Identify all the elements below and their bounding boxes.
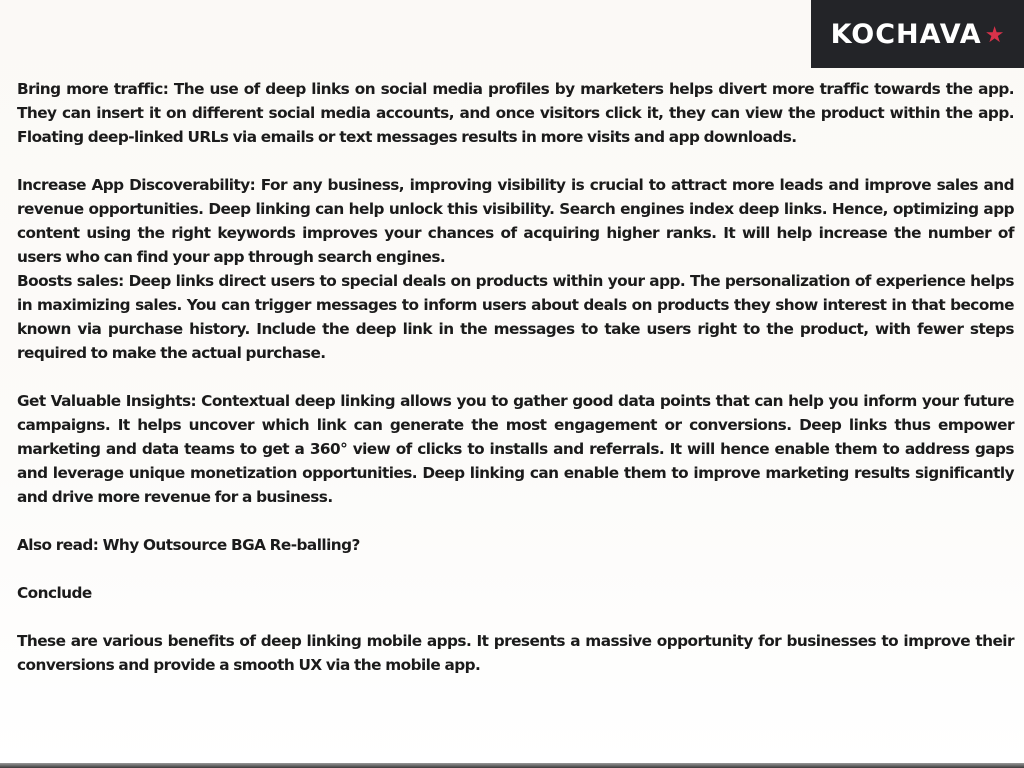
- logo-text: KOCHAVA: [830, 18, 982, 50]
- paragraph-increase-discoverability: Increase App Discoverability: For any business, improving visibility is crucial to attract more leads and improve sales and revenue opportunities. Deep linking can help unlock this visibility. Search engines index deep links. Hence, optimizing app content using the right keywords improves your chances of acquiring higher ranks. It will help increase the number of users who can find your app through search engines.: [17, 176, 1014, 266]
- paragraph-conclusion: These are various benefits of deep linking mobile apps. It presents a massive opportunity for businesses to improve their conversions and provide a smooth UX via the mobile app.: [17, 632, 1014, 674]
- paragraph-boosts-sales: Boosts sales: Deep links direct users to special deals on products within your app. The personalization of experience helps in maximizing sales. You can trigger messages to inform users about deals on products they show interest in that become known via purchase history. Include the deep link in the messages to take users right to the product, with fewer steps required to make the actual purchase.: [17, 272, 1014, 362]
- paragraph-bring-more-traffic: Bring more traffic: The use of deep links on social media profiles by marketers helps divert more traffic towards the app. They can insert it on different social media accounts, and once visitors click it, they can view the product within the app. Floating deep-linked URLs via emails or text messages results in more visits and app downloads.: [17, 80, 1014, 146]
- kochava-logo: [811, 0, 1024, 68]
- paragraph-valuable-insights: Get Valuable Insights: Contextual deep linking allows you to gather good data points that can help you inform your future campaigns. It helps uncover which link can generate the most engagement or conversions. Deep links thus empower marketing and data teams to get a 360° view of clicks to installs and referrals. It will hence enable them to address gaps and leverage unique monetization opportunities. Deep linking can enable them to improve marketing results significantly and drive more revenue for a business.: [17, 392, 1014, 506]
- star-icon: ★: [984, 22, 1005, 48]
- article-body: [17, 77, 1014, 677]
- also-read-link[interactable]: Also read: Why Outsource BGA Re-balling?: [17, 536, 360, 554]
- conclude-heading: Conclude: [17, 584, 92, 602]
- bottom-divider: [0, 763, 1024, 768]
